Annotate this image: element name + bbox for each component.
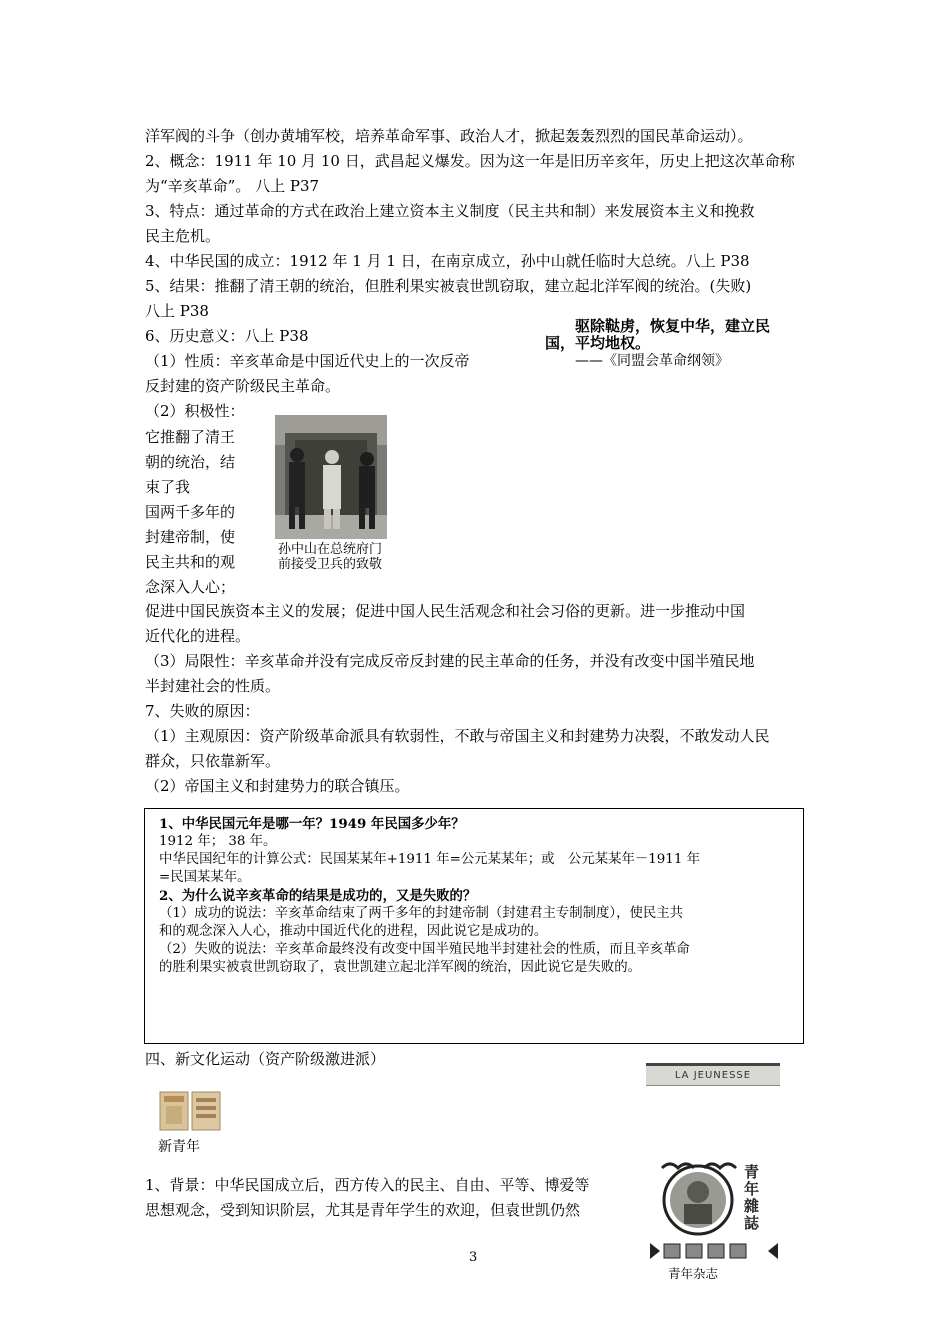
qa-box <box>144 808 804 1044</box>
text-line: 反封建的资产阶级民主革命。 <box>145 377 341 395</box>
box-answer: 1912 年； 38 年。 <box>159 834 277 849</box>
xinqingnian-image <box>158 1090 222 1132</box>
box-answer: 的胜利果实被袁世凯窃取了，袁世凯建立起北洋军阀的统治，因此说它是失败的。 <box>159 960 642 975</box>
box-question: 1、中华民国元年是哪一年？1949 年民国多少年？ <box>159 816 465 832</box>
text-line: 念深入人心； <box>145 578 236 596</box>
text-line: 4、中华民国的成立：1912 年 1 月 1 日，在南京成立，孙中山就任临时大总统。八上 P38 <box>145 252 750 270</box>
text-line: 封建帝制，使 <box>145 528 236 546</box>
photo-caption: 前接受卫兵的致敬 <box>278 557 383 572</box>
box-answer: （2）失败的说法：辛亥革命最终没有改变中国半殖民地半封建社会的性质，而且辛亥革命 <box>159 942 690 957</box>
xinqingnian-caption: 新青年 <box>158 1139 200 1155</box>
box-question: 2、为什么说辛亥革命的结果是成功的，又是失败的？ <box>159 888 477 904</box>
magazine-caption: 青年杂志 <box>668 1266 719 1281</box>
text-line: 朝的统治，结 <box>145 453 236 471</box>
text-line: 5、结果：推翻了清王朝的统治，但胜利果实被袁世凯窃取，建立起北洋军阀的统治。(失败) <box>145 277 752 295</box>
text-line: （3）局限性：辛亥革命并没有完成反帝反封建的民主革命的任务，并没有改变中国半殖民地 <box>145 652 755 670</box>
text-line: 近代化的进程。 <box>145 627 251 645</box>
text-line: 为“辛亥革命”。 八上 P37 <box>145 177 320 195</box>
text-line: 半封建社会的性质。 <box>145 677 281 695</box>
box-answer: （1）成功的说法：辛亥革命结束了两千多年的封建帝制（封建君主专制制度），使民主共 <box>159 906 684 921</box>
text-line: 群众，只依靠新军。 <box>145 752 281 770</box>
quote-line: 驱除鞑虏，恢复中华，建立民 <box>575 317 771 335</box>
box-answer: 中华民国纪年的计算公式：民国某某年+1911 年=公元某某年；或 公元某某年－1911 年 <box>159 852 700 867</box>
text-line: 洋军阀的斗争（创办黄埔军校，培养革命军事、政治人才，掀起轰轰烈烈的国民革命运动）。 <box>145 127 753 145</box>
text-line: （1）主观原因：资产阶级革命派具有软弱性，不敢与帝国主义和封建势力决裂，不敢发动人民 <box>145 727 770 745</box>
text-line: 思想观念，受到知识阶层，尤其是青年学生的欢迎，但袁世凯仍然 <box>145 1201 581 1219</box>
text-line: （1）性质：辛亥革命是中国近代史上的一次反帝 <box>145 352 470 370</box>
quote-line: 国，平均地权。 <box>545 334 651 352</box>
photo-caption: 孙中山在总统府门 <box>278 542 383 557</box>
text-line: （2）帝国主义和封建势力的联合镇压。 <box>145 777 410 795</box>
text-line: 3、特点：通过革命的方式在政治上建立资本主义制度（民主共和制）来发展资本主义和挽救 <box>145 202 755 220</box>
sun-yatsen-photo <box>275 415 387 539</box>
text-line: 1、背景：中华民国成立后，西方传入的民主、自由、平等、博爱等 <box>145 1176 590 1194</box>
text-line: 民主危机。 <box>145 227 221 245</box>
magazine-cover-title: 青年雜誌 <box>744 1163 760 1232</box>
text-line: 2、概念：1911 年 10 月 10 日，武昌起义爆发。因为这一年是旧历辛亥年，历史上把这次革命称 <box>145 152 795 170</box>
text-line: 国两千多年的 <box>145 503 236 521</box>
text-line: 它推翻了清王 <box>145 428 236 446</box>
box-answer: =民国某某年。 <box>159 870 251 885</box>
box-answer: 和的观念深入人心，推动中国近代化的进程，因此说它是成功的。 <box>159 924 548 939</box>
section-heading: 四、新文化运动（资产阶级激进派） <box>145 1050 386 1068</box>
tongmenghui-quote <box>545 318 810 370</box>
quote-source: ——《同盟会革命纲领》 <box>575 353 729 369</box>
la-jeunesse-banner: LA JEUNESSE <box>646 1063 780 1086</box>
text-line: 束了我 <box>145 478 191 496</box>
text-line: 6、历史意义：八上 P38 <box>145 327 309 345</box>
text-line: 7、失败的原因： <box>145 702 260 720</box>
text-line: 促进中国民族资本主义的发展；促进中国人民生活观念和社会习俗的更新。进一步推动中国 <box>145 602 746 620</box>
text-line: 民主共和的观 <box>145 553 236 571</box>
qingnian-zazhi-cover <box>648 1158 780 1264</box>
text-line: 八上 P38 <box>145 302 209 320</box>
text-line: （2）积极性： <box>145 402 245 420</box>
page-number: 3 <box>469 1250 478 1265</box>
